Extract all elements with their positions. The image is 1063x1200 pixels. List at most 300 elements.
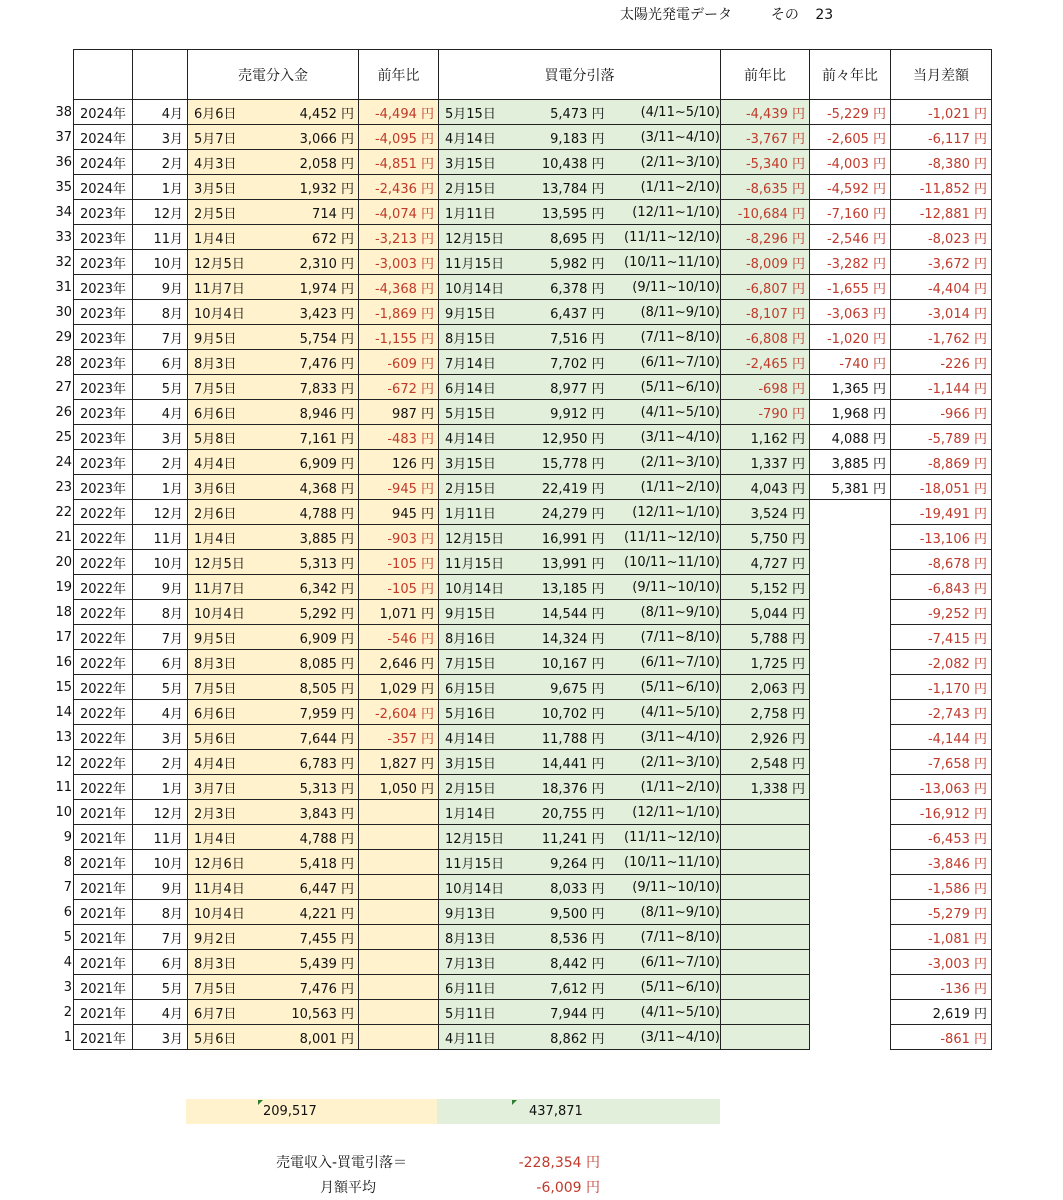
month-cell[interactable]: 5月 [133,675,188,700]
diff-cell[interactable]: -13,063 円 [891,775,992,800]
month-cell[interactable]: 7月 [133,925,188,950]
buy-yoy-cell[interactable]: -2,465 円 [721,350,810,375]
year-cell[interactable]: 2023年 [74,300,133,325]
buy-amount-cell[interactable]: 10,167 円 [519,650,609,675]
buy-yoy-cell[interactable]: -6,808 円 [721,325,810,350]
sell-amount-cell[interactable]: 5,418 円 [274,850,359,875]
buy-yoy-cell[interactable]: 2,548 円 [721,750,810,775]
buy-period-cell[interactable]: (12/11~1/10) [609,500,721,525]
buy-yoy-cell[interactable]: 5,788 円 [721,625,810,650]
month-cell[interactable]: 11月 [133,825,188,850]
buy-period-cell[interactable]: (7/11~8/10) [609,625,721,650]
sell-yoy-cell[interactable] [359,900,439,925]
buy-date-cell[interactable]: 9月13日 [439,900,519,925]
diff-cell[interactable]: -5,279 円 [891,900,992,925]
sell-amount-cell[interactable]: 3,885 円 [274,525,359,550]
month-cell[interactable]: 2月 [133,450,188,475]
buy-date-cell[interactable]: 6月11日 [439,975,519,1000]
sell-yoy-cell[interactable]: -105 円 [359,550,439,575]
diff-cell[interactable]: -4,404 円 [891,275,992,300]
buy-date-cell[interactable]: 5月11日 [439,1000,519,1025]
diff-cell[interactable]: 2,619 円 [891,1000,992,1025]
month-cell[interactable]: 3月 [133,425,188,450]
sell-yoy-cell[interactable] [359,975,439,1000]
sell-amount-cell[interactable]: 8,946 円 [274,400,359,425]
year-cell[interactable]: 2021年 [74,975,133,1000]
year-cell[interactable]: 2024年 [74,150,133,175]
sell-yoy-cell[interactable]: -4,368 円 [359,275,439,300]
sell-yoy-cell[interactable] [359,950,439,975]
buy-amount-cell[interactable]: 8,536 円 [519,925,609,950]
sell-yoy-cell[interactable]: -4,851 円 [359,150,439,175]
month-cell[interactable]: 7月 [133,325,188,350]
sell-amount-cell[interactable]: 8,001 円 [274,1025,359,1050]
diff-cell[interactable]: -1,170 円 [891,675,992,700]
sell-yoy-cell[interactable]: 945 円 [359,500,439,525]
buy-date-cell[interactable]: 11月15日 [439,250,519,275]
sell-date-cell[interactable]: 1月4日 [188,525,274,550]
diff-cell[interactable]: -19,491 円 [891,500,992,525]
buy-amount-cell[interactable]: 22,419 円 [519,475,609,500]
year-cell[interactable]: 2022年 [74,625,133,650]
buy-date-cell[interactable]: 5月15日 [439,400,519,425]
year-cell[interactable]: 2022年 [74,700,133,725]
buy-2y-cell[interactable]: 1,968 円 [810,400,891,425]
buy-period-cell[interactable]: (3/11~4/10) [609,1025,721,1050]
buy-date-cell[interactable]: 4月14日 [439,125,519,150]
diff-cell[interactable]: -2,082 円 [891,650,992,675]
year-cell[interactable]: 2024年 [74,175,133,200]
buy-amount-cell[interactable]: 14,441 円 [519,750,609,775]
sell-amount-cell[interactable]: 7,161 円 [274,425,359,450]
year-cell[interactable]: 2023年 [74,225,133,250]
diff-cell[interactable]: -226 円 [891,350,992,375]
buy-amount-cell[interactable]: 14,324 円 [519,625,609,650]
buy-period-cell[interactable]: (11/11~12/10) [609,225,721,250]
sell-date-cell[interactable]: 10月4日 [188,600,274,625]
sell-yoy-cell[interactable]: -546 円 [359,625,439,650]
sell-date-cell[interactable]: 9月2日 [188,925,274,950]
buy-2y-cell[interactable] [810,950,891,975]
buy-2y-cell[interactable] [810,675,891,700]
diff-cell[interactable]: -1,144 円 [891,375,992,400]
sell-date-cell[interactable]: 5月6日 [188,1025,274,1050]
sell-amount-cell[interactable]: 7,959 円 [274,700,359,725]
sell-yoy-cell[interactable]: 126 円 [359,450,439,475]
sell-date-cell[interactable]: 8月3日 [188,650,274,675]
sell-amount-cell[interactable]: 6,342 円 [274,575,359,600]
buy-amount-cell[interactable]: 8,695 円 [519,225,609,250]
buy-2y-cell[interactable] [810,975,891,1000]
sell-date-cell[interactable]: 10月4日 [188,900,274,925]
year-cell[interactable]: 2022年 [74,675,133,700]
sell-yoy-cell[interactable] [359,1025,439,1050]
buy-yoy-cell[interactable]: 5,750 円 [721,525,810,550]
sell-date-cell[interactable]: 7月5日 [188,375,274,400]
buy-amount-cell[interactable]: 18,376 円 [519,775,609,800]
buy-total-cell[interactable] [437,1099,720,1124]
buy-yoy-cell[interactable]: 2,758 円 [721,700,810,725]
buy-2y-cell[interactable]: 4,088 円 [810,425,891,450]
sell-date-cell[interactable]: 9月5日 [188,625,274,650]
month-cell[interactable]: 9月 [133,575,188,600]
diff-cell[interactable]: -16,912 円 [891,800,992,825]
buy-amount-cell[interactable]: 11,788 円 [519,725,609,750]
buy-date-cell[interactable]: 6月15日 [439,675,519,700]
buy-date-cell[interactable]: 8月15日 [439,325,519,350]
month-cell[interactable]: 6月 [133,950,188,975]
year-cell[interactable]: 2023年 [74,425,133,450]
sell-date-cell[interactable]: 5月7日 [188,125,274,150]
buy-yoy-cell[interactable]: 2,926 円 [721,725,810,750]
buy-amount-cell[interactable]: 13,991 円 [519,550,609,575]
month-cell[interactable]: 12月 [133,800,188,825]
sell-date-cell[interactable]: 11月7日 [188,575,274,600]
sell-date-cell[interactable]: 11月4日 [188,875,274,900]
buy-date-cell[interactable]: 9月15日 [439,600,519,625]
buy-amount-cell[interactable]: 9,912 円 [519,400,609,425]
buy-period-cell[interactable]: (11/11~12/10) [609,825,721,850]
sell-yoy-cell[interactable] [359,1000,439,1025]
buy-yoy-cell[interactable]: -5,340 円 [721,150,810,175]
sell-date-cell[interactable]: 8月3日 [188,950,274,975]
diff-cell[interactable]: -4,144 円 [891,725,992,750]
buy-yoy-cell[interactable] [721,1000,810,1025]
sell-yoy-cell[interactable]: -483 円 [359,425,439,450]
buy-amount-cell[interactable]: 8,442 円 [519,950,609,975]
year-cell[interactable]: 2021年 [74,925,133,950]
buy-period-cell[interactable]: (6/11~7/10) [609,350,721,375]
diff-cell[interactable]: -1,762 円 [891,325,992,350]
buy-yoy-cell[interactable]: 4,727 円 [721,550,810,575]
buy-yoy-cell[interactable]: 5,044 円 [721,600,810,625]
buy-yoy-cell[interactable]: 1,725 円 [721,650,810,675]
buy-date-cell[interactable]: 10月14日 [439,875,519,900]
diff-cell[interactable]: -3,014 円 [891,300,992,325]
buy-date-cell[interactable]: 7月15日 [439,650,519,675]
buy-amount-cell[interactable]: 15,778 円 [519,450,609,475]
buy-period-cell[interactable]: (10/11~11/10) [609,850,721,875]
buy-date-cell[interactable]: 7月13日 [439,950,519,975]
buy-yoy-cell[interactable]: -3,767 円 [721,125,810,150]
sell-amount-cell[interactable]: 6,783 円 [274,750,359,775]
year-cell[interactable]: 2021年 [74,1000,133,1025]
year-cell[interactable]: 2022年 [74,775,133,800]
buy-period-cell[interactable]: (8/11~9/10) [609,600,721,625]
buy-amount-cell[interactable]: 13,784 円 [519,175,609,200]
diff-cell[interactable]: -7,415 円 [891,625,992,650]
sell-date-cell[interactable]: 2月6日 [188,500,274,525]
sell-date-cell[interactable]: 4月4日 [188,750,274,775]
buy-2y-cell[interactable] [810,825,891,850]
sell-yoy-cell[interactable]: -3,003 円 [359,250,439,275]
sell-yoy-cell[interactable] [359,800,439,825]
month-cell[interactable]: 8月 [133,600,188,625]
buy-2y-cell[interactable]: -740 円 [810,350,891,375]
diff-cell[interactable]: -861 円 [891,1025,992,1050]
sell-amount-cell[interactable]: 7,476 円 [274,350,359,375]
buy-period-cell[interactable]: (6/11~7/10) [609,950,721,975]
buy-2y-cell[interactable] [810,850,891,875]
buy-amount-cell[interactable]: 7,702 円 [519,350,609,375]
buy-yoy-cell[interactable]: 2,063 円 [721,675,810,700]
sell-amount-cell[interactable]: 8,085 円 [274,650,359,675]
buy-period-cell[interactable]: (8/11~9/10) [609,300,721,325]
buy-date-cell[interactable]: 4月14日 [439,725,519,750]
buy-date-cell[interactable]: 2月15日 [439,475,519,500]
buy-2y-cell[interactable] [810,600,891,625]
buy-yoy-cell[interactable] [721,825,810,850]
diff-cell[interactable]: -13,106 円 [891,525,992,550]
buy-yoy-cell[interactable] [721,875,810,900]
sell-amount-cell[interactable]: 5,754 円 [274,325,359,350]
buy-amount-cell[interactable]: 6,378 円 [519,275,609,300]
sell-yoy-cell[interactable]: -4,074 円 [359,200,439,225]
diff-cell[interactable]: -12,881 円 [891,200,992,225]
buy-amount-cell[interactable]: 8,033 円 [519,875,609,900]
month-cell[interactable]: 4月 [133,700,188,725]
buy-yoy-cell[interactable] [721,925,810,950]
buy-2y-cell[interactable] [810,1025,891,1050]
sell-yoy-cell[interactable] [359,925,439,950]
month-cell[interactable]: 10月 [133,550,188,575]
buy-2y-cell[interactable] [810,550,891,575]
buy-period-cell[interactable]: (1/11~2/10) [609,175,721,200]
sell-amount-cell[interactable]: 7,455 円 [274,925,359,950]
buy-date-cell[interactable]: 12月15日 [439,525,519,550]
month-cell[interactable]: 4月 [133,400,188,425]
diff-cell[interactable]: -8,023 円 [891,225,992,250]
buy-date-cell[interactable]: 10月14日 [439,275,519,300]
buy-period-cell[interactable]: (10/11~11/10) [609,250,721,275]
year-cell[interactable]: 2022年 [74,750,133,775]
buy-period-cell[interactable]: (5/11~6/10) [609,975,721,1000]
sell-yoy-cell[interactable]: -903 円 [359,525,439,550]
sell-yoy-cell[interactable] [359,875,439,900]
diff-cell[interactable]: -5,789 円 [891,425,992,450]
month-cell[interactable]: 8月 [133,900,188,925]
sell-date-cell[interactable]: 5月8日 [188,425,274,450]
buy-yoy-cell[interactable] [721,1025,810,1050]
year-cell[interactable]: 2022年 [74,600,133,625]
month-cell[interactable]: 6月 [133,350,188,375]
buy-period-cell[interactable]: (3/11~4/10) [609,725,721,750]
sell-amount-cell[interactable]: 7,476 円 [274,975,359,1000]
sell-amount-cell[interactable]: 5,313 円 [274,775,359,800]
diff-cell[interactable]: -8,380 円 [891,150,992,175]
year-cell[interactable]: 2023年 [74,200,133,225]
buy-period-cell[interactable]: (1/11~2/10) [609,475,721,500]
sell-date-cell[interactable]: 1月4日 [188,825,274,850]
buy-2y-cell[interactable]: -3,063 円 [810,300,891,325]
year-cell[interactable]: 2021年 [74,875,133,900]
year-cell[interactable]: 2022年 [74,725,133,750]
buy-2y-cell[interactable]: 3,885 円 [810,450,891,475]
buy-amount-cell[interactable]: 20,755 円 [519,800,609,825]
buy-yoy-cell[interactable]: 3,524 円 [721,500,810,525]
month-cell[interactable]: 10月 [133,850,188,875]
sell-date-cell[interactable]: 3月5日 [188,175,274,200]
buy-period-cell[interactable]: (4/11~5/10) [609,100,721,125]
sell-amount-cell[interactable]: 1,974 円 [274,275,359,300]
sell-date-cell[interactable]: 7月5日 [188,975,274,1000]
buy-amount-cell[interactable]: 8,862 円 [519,1025,609,1050]
sell-amount-cell[interactable]: 4,788 円 [274,825,359,850]
buy-period-cell[interactable]: (9/11~10/10) [609,875,721,900]
sell-amount-cell[interactable]: 2,310 円 [274,250,359,275]
buy-yoy-cell[interactable]: -790 円 [721,400,810,425]
buy-2y-cell[interactable] [810,500,891,525]
buy-2y-cell[interactable] [810,650,891,675]
buy-yoy-cell[interactable]: -698 円 [721,375,810,400]
buy-date-cell[interactable]: 11月15日 [439,550,519,575]
diff-cell[interactable]: -8,869 円 [891,450,992,475]
buy-amount-cell[interactable]: 7,944 円 [519,1000,609,1025]
sell-date-cell[interactable]: 11月7日 [188,275,274,300]
diff-cell[interactable]: -9,252 円 [891,600,992,625]
diff-cell[interactable]: -1,081 円 [891,925,992,950]
diff-cell[interactable]: -136 円 [891,975,992,1000]
buy-period-cell[interactable]: (5/11~6/10) [609,375,721,400]
buy-period-cell[interactable]: (2/11~3/10) [609,750,721,775]
sell-amount-cell[interactable]: 6,909 円 [274,625,359,650]
buy-amount-cell[interactable]: 16,991 円 [519,525,609,550]
buy-yoy-cell[interactable]: 1,337 円 [721,450,810,475]
buy-period-cell[interactable]: (1/11~2/10) [609,775,721,800]
buy-date-cell[interactable]: 8月13日 [439,925,519,950]
buy-date-cell[interactable]: 4月11日 [439,1025,519,1050]
buy-date-cell[interactable]: 6月14日 [439,375,519,400]
sell-amount-cell[interactable]: 5,292 円 [274,600,359,625]
buy-amount-cell[interactable]: 5,473 円 [519,100,609,125]
month-cell[interactable]: 4月 [133,100,188,125]
buy-yoy-cell[interactable] [721,950,810,975]
sell-date-cell[interactable]: 6月6日 [188,400,274,425]
year-cell[interactable]: 2021年 [74,800,133,825]
buy-amount-cell[interactable]: 7,612 円 [519,975,609,1000]
buy-yoy-cell[interactable]: -4,439 円 [721,100,810,125]
year-cell[interactable]: 2022年 [74,525,133,550]
buy-2y-cell[interactable]: -2,605 円 [810,125,891,150]
buy-2y-cell[interactable] [810,725,891,750]
year-cell[interactable]: 2022年 [74,575,133,600]
month-cell[interactable]: 2月 [133,150,188,175]
sell-date-cell[interactable]: 3月6日 [188,475,274,500]
buy-yoy-cell[interactable]: 5,152 円 [721,575,810,600]
buy-amount-cell[interactable]: 7,516 円 [519,325,609,350]
year-cell[interactable]: 2023年 [74,450,133,475]
diff-cell[interactable]: -7,658 円 [891,750,992,775]
buy-amount-cell[interactable]: 12,950 円 [519,425,609,450]
buy-amount-cell[interactable]: 13,185 円 [519,575,609,600]
buy-date-cell[interactable]: 4月14日 [439,425,519,450]
buy-2y-cell[interactable] [810,525,891,550]
sell-amount-cell[interactable]: 2,058 円 [274,150,359,175]
sell-yoy-cell[interactable]: -945 円 [359,475,439,500]
buy-yoy-cell[interactable]: -8,635 円 [721,175,810,200]
buy-2y-cell[interactable]: -2,546 円 [810,225,891,250]
buy-date-cell[interactable]: 10月14日 [439,575,519,600]
buy-period-cell[interactable]: (2/11~3/10) [609,450,721,475]
month-cell[interactable]: 1月 [133,175,188,200]
sell-amount-cell[interactable]: 5,439 円 [274,950,359,975]
year-cell[interactable]: 2023年 [74,275,133,300]
sell-yoy-cell[interactable]: -609 円 [359,350,439,375]
sell-date-cell[interactable]: 5月6日 [188,725,274,750]
diff-cell[interactable]: -6,117 円 [891,125,992,150]
buy-2y-cell[interactable] [810,1000,891,1025]
buy-period-cell[interactable]: (11/11~12/10) [609,525,721,550]
buy-2y-cell[interactable] [810,575,891,600]
month-cell[interactable]: 3月 [133,125,188,150]
diff-cell[interactable]: -3,846 円 [891,850,992,875]
year-cell[interactable]: 2024年 [74,125,133,150]
buy-amount-cell[interactable]: 9,264 円 [519,850,609,875]
month-cell[interactable]: 1月 [133,475,188,500]
year-cell[interactable]: 2021年 [74,825,133,850]
month-cell[interactable]: 9月 [133,275,188,300]
buy-date-cell[interactable]: 2月15日 [439,175,519,200]
buy-date-cell[interactable]: 3月15日 [439,450,519,475]
sell-date-cell[interactable]: 2月3日 [188,800,274,825]
sell-amount-cell[interactable]: 3,066 円 [274,125,359,150]
month-cell[interactable]: 11月 [133,225,188,250]
buy-period-cell[interactable]: (4/11~5/10) [609,700,721,725]
sell-date-cell[interactable]: 6月7日 [188,1000,274,1025]
month-cell[interactable]: 9月 [133,875,188,900]
buy-2y-cell[interactable] [810,700,891,725]
sell-date-cell[interactable]: 9月5日 [188,325,274,350]
year-cell[interactable]: 2023年 [74,250,133,275]
buy-2y-cell[interactable]: -4,592 円 [810,175,891,200]
diff-cell[interactable]: -3,003 円 [891,950,992,975]
buy-yoy-cell[interactable] [721,800,810,825]
buy-yoy-cell[interactable]: -8,296 円 [721,225,810,250]
buy-amount-cell[interactable]: 14,544 円 [519,600,609,625]
sell-yoy-cell[interactable]: -4,494 円 [359,100,439,125]
buy-amount-cell[interactable]: 24,279 円 [519,500,609,525]
buy-yoy-cell[interactable]: -8,009 円 [721,250,810,275]
buy-yoy-cell[interactable]: 4,043 円 [721,475,810,500]
sell-yoy-cell[interactable] [359,850,439,875]
sell-date-cell[interactable]: 8月3日 [188,350,274,375]
buy-amount-cell[interactable]: 6,437 円 [519,300,609,325]
sell-amount-cell[interactable]: 3,843 円 [274,800,359,825]
sell-yoy-cell[interactable]: 1,071 円 [359,600,439,625]
buy-yoy-cell[interactable]: 1,162 円 [721,425,810,450]
sell-amount-cell[interactable]: 4,221 円 [274,900,359,925]
year-cell[interactable]: 2023年 [74,375,133,400]
buy-date-cell[interactable]: 5月15日 [439,100,519,125]
buy-date-cell[interactable]: 12月15日 [439,225,519,250]
sell-amount-cell[interactable]: 6,909 円 [274,450,359,475]
buy-period-cell[interactable]: (10/11~11/10) [609,550,721,575]
month-cell[interactable]: 4月 [133,1000,188,1025]
sell-yoy-cell[interactable]: 2,646 円 [359,650,439,675]
sell-amount-cell[interactable]: 10,563 円 [274,1000,359,1025]
sell-amount-cell[interactable]: 1,932 円 [274,175,359,200]
sell-amount-cell[interactable]: 4,452 円 [274,100,359,125]
buy-amount-cell[interactable]: 9,183 円 [519,125,609,150]
buy-period-cell[interactable]: (7/11~8/10) [609,925,721,950]
buy-date-cell[interactable]: 5月16日 [439,700,519,725]
month-cell[interactable]: 5月 [133,975,188,1000]
buy-date-cell[interactable]: 1月11日 [439,500,519,525]
buy-period-cell[interactable]: (5/11~6/10) [609,675,721,700]
sell-date-cell[interactable]: 12月6日 [188,850,274,875]
buy-2y-cell[interactable]: -1,655 円 [810,275,891,300]
buy-2y-cell[interactable]: -4,003 円 [810,150,891,175]
